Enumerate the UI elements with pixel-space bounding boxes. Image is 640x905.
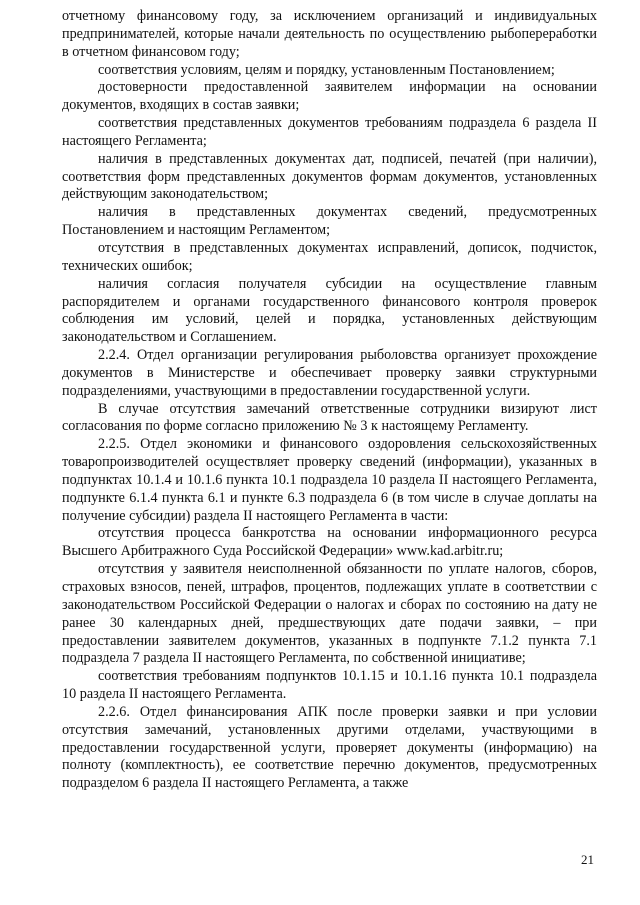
paragraph-8: наличия согласия получателя субсидии на осуществление главным распорядителем и органами государственного финансового контроля проверок соблюдения им условий, целей и порядка, установленных действующим законодательством и Соглашением. <box>62 275 597 346</box>
paragraph-12: отсутствия процесса банкротства на основании информационного ресурса Высшего Арбитражного Суда Российской Федерации» www.kad.arbitr.ru; <box>62 525 597 560</box>
paragraph-2: соответствия условиям, целям и порядку, установленным Постановлением; <box>98 61 555 78</box>
paragraph-13: отсутствия у заявителя неисполненной обязанности по уплате налогов, сборов, страховых взносов, пеней, штрафов, процентов, подлежащих уплате в соответствии с законодательством Российской Федерации о налогах и сборах по состоянию на дату не ранее 30 календарных дней, предшествующих дате подачи заявки, – при предоставлении заявителем документов, указанных в подпункте 7.1.2 пункта 7.1 подраздела 7 раздела II настоящего Регламента, по собственной инициативе; <box>62 561 597 667</box>
paragraph-3: достоверности предоставленной заявителем информации на основании документов, входящих в состав заявки; <box>62 79 597 114</box>
paragraph-9: 2.2.4. Отдел организации регулирования рыболовства организует прохождение документов в Министерстве и обеспечивает проверку заявки структурными подразделениями, участвующими в предоставлении государственной услуги. <box>62 347 597 399</box>
page-number: 21 <box>581 852 594 867</box>
paragraph-6: наличия в представленных документах сведений, предусмотренных Постановлением и настоящим Регламентом; <box>62 204 597 239</box>
paragraph-10: В случае отсутствия замечаний ответственные сотрудники визируют лист согласования по форме согласно приложению № 3 к настоящему Регламенту. <box>62 400 597 435</box>
paragraph-1: отчетному финансовому году, за исключением организаций и индивидуальных предпринимателей, которые начали деятельность по осуществлению рыбопереработки в отчетном финансовом году; <box>62 8 597 60</box>
paragraph-15: 2.2.6. Отдел финансирования АПК после проверки заявки и при условии отсутствия замечаний, установленных другими отделами, участвующими в предоставлении государственной услуги, проверяет документы (информацию) на полноту (комплектность), ее соответствие перечню документов, предусмотренных подразделом 6 раздела II настоящего Регламента, а также <box>62 703 597 792</box>
document-body <box>62 8 597 793</box>
paragraph-5: наличия в представленных документах дат, подписей, печатей (при наличии), соответствия форм представленных документов формам документов, установленных действующим законодательством; <box>62 150 597 203</box>
paragraph-11: 2.2.5. Отдел экономики и финансового оздоровления сельскохозяйственных товаропроизводителей осуществляет проверку сведений (информации), указанных в подпунктах 10.1.4 и 10.1.6 пункта 10.1 подраздела 10 раздела II настоящего Регламента, подпункте 6.1.4 пункта 6.1 и пункте 6.3 подраздела 6 (в том числе в случае доплаты на получение субсидии) раздела II настоящего Регламента в части: <box>62 436 597 524</box>
paragraph-7: отсутствия в представленных документах исправлений, дописок, подчисток, технических ошибок; <box>62 239 597 274</box>
paragraph-14: соответствия требованиям подпунктов 10.1.15 и 10.1.16 пункта 10.1 подраздела 10 раздела II настоящего Регламента. <box>62 668 597 703</box>
paragraph-4: соответствия представленных документов требованиям подраздела 6 раздела II настоящего Регламента; <box>62 115 597 149</box>
